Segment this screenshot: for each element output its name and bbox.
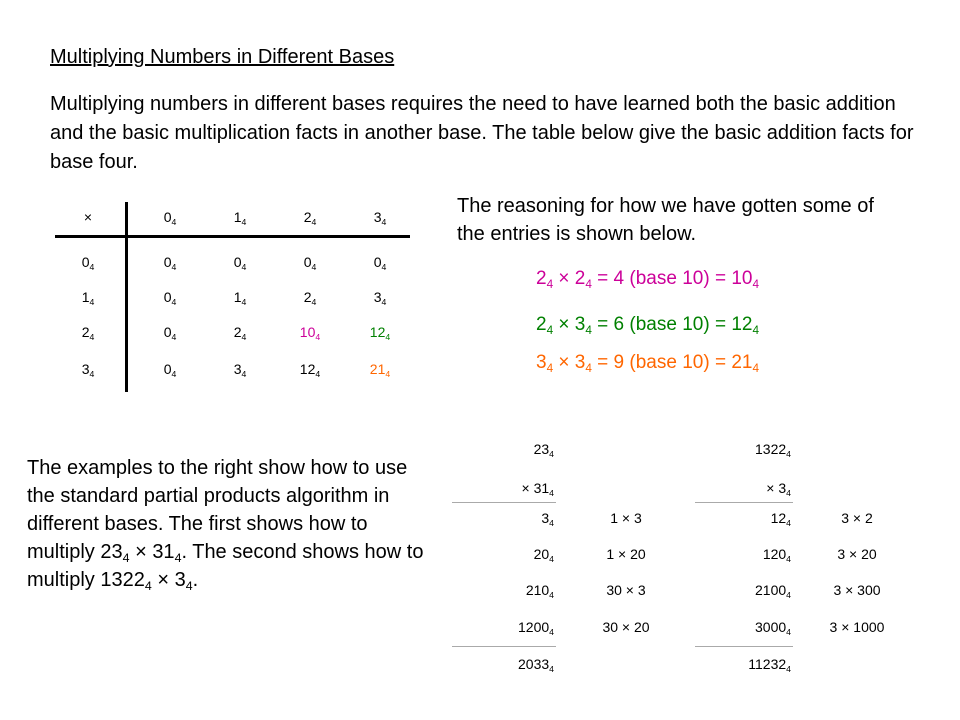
ex1-total: $2033_4$	[518, 656, 554, 674]
table-cell: $10_4$	[299, 324, 321, 342]
reasoning-text: The reasoning for how we have gotten some of the entries is shown below.	[457, 195, 874, 245]
reasoning-equation-3: $3_4 \times 3_4 = 9$ (base $10) = 21_4$	[536, 352, 760, 375]
ex1-partial-note: 1 × 3	[610, 510, 642, 526]
ex2-rule-top	[695, 502, 793, 503]
ex2-partial-note: 3 × 1000	[829, 619, 885, 635]
ex2-multiplicand: $1322_4$	[755, 441, 791, 459]
table-row-label: $2_4$	[81, 324, 95, 342]
ex1-rule-bottom	[452, 646, 556, 647]
table-row-label: $0_4$	[81, 254, 95, 272]
page-title: Multiplying Numbers in Different Bases	[50, 46, 395, 68]
base4-multiplication-table	[45, 198, 410, 396]
ex1-partial-note: 30 × 20	[602, 619, 650, 635]
table-header-cell: $3_4$	[373, 209, 387, 227]
table-cell: $0_4$	[163, 361, 177, 379]
table-cell: $1_4$	[233, 289, 247, 307]
table-row-label: $3_4$	[81, 361, 95, 379]
table-cell: $0_4$	[163, 289, 177, 307]
table-corner-symbol: ×	[83, 209, 93, 225]
table-cell: $12_4$	[369, 324, 391, 342]
ex1-partial-product: $3_4$	[541, 510, 554, 528]
examples-paragraph: The examples to the right show how to use the standard partial products algorithm in different bases. The first shows how to multiply $23_4 \times 31_4$. The second shows how to multiply $1322_4 \times 3_4$.	[27, 457, 424, 593]
ex1-partial-product: $20_4$	[533, 546, 554, 564]
ex2-multiplier: × $3_4$	[766, 480, 791, 498]
table-horizontal-rule	[55, 235, 410, 238]
ex2-partial-product: $120_4$	[762, 546, 791, 564]
table-cell: $21_4$	[369, 361, 391, 379]
table-header-cell: $1_4$	[233, 209, 247, 227]
ex2-total: $11232_4$	[748, 656, 791, 674]
ex2-partial-product: $3000_4$	[755, 619, 791, 637]
table-cell: $3_4$	[233, 361, 247, 379]
ex1-partial-note: 30 × 3	[606, 582, 646, 598]
ex2-partial-product: $2100_4$	[755, 582, 791, 600]
ex2-rule-bottom	[695, 646, 793, 647]
ex2-partial-note: 3 × 20	[837, 546, 877, 562]
table-cell: $2_4$	[233, 324, 247, 342]
table-cell: $0_4$	[163, 324, 177, 342]
intro-paragraph: Multiplying numbers in different bases requires the need to have learned both the basic addition and the basic multiplication facts in another base. The table below give the basic addition facts for base four.	[50, 93, 914, 173]
ex1-multiplier: × $31_4$	[521, 480, 554, 498]
ex1-partial-note: 1 × 20	[606, 546, 646, 562]
ex1-partial-product: $1200_4$	[518, 619, 554, 637]
ex1-rule-top	[452, 502, 556, 503]
ex1-partial-product: $210_4$	[525, 582, 554, 600]
ex1-multiplicand: $23_4$	[533, 441, 554, 459]
reasoning-equation-2: $2_4 \times 3_4 = 6$ (base $10) = 12_4$	[536, 314, 760, 337]
table-cell: $0_4$	[233, 254, 247, 272]
table-cell: $0_4$	[163, 254, 177, 272]
ex2-partial-note: 3 × 2	[841, 510, 873, 526]
table-header-cell: $2_4$	[303, 209, 317, 227]
table-vertical-rule	[125, 202, 128, 392]
ex2-partial-product: $12_4$	[770, 510, 791, 528]
table-cell: $2_4$	[303, 289, 317, 307]
reasoning-equation-1: $2_4 \times 2_4 = 4$ (base $10) = 10_4$	[536, 268, 760, 291]
table-cell: $3_4$	[373, 289, 387, 307]
table-cell: $0_4$	[373, 254, 387, 272]
table-row-label: $1_4$	[81, 289, 95, 307]
table-cell: $0_4$	[303, 254, 317, 272]
table-cell: $12_4$	[299, 361, 321, 379]
ex2-partial-note: 3 × 300	[833, 582, 881, 598]
table-header-cell: $0_4$	[163, 209, 177, 227]
